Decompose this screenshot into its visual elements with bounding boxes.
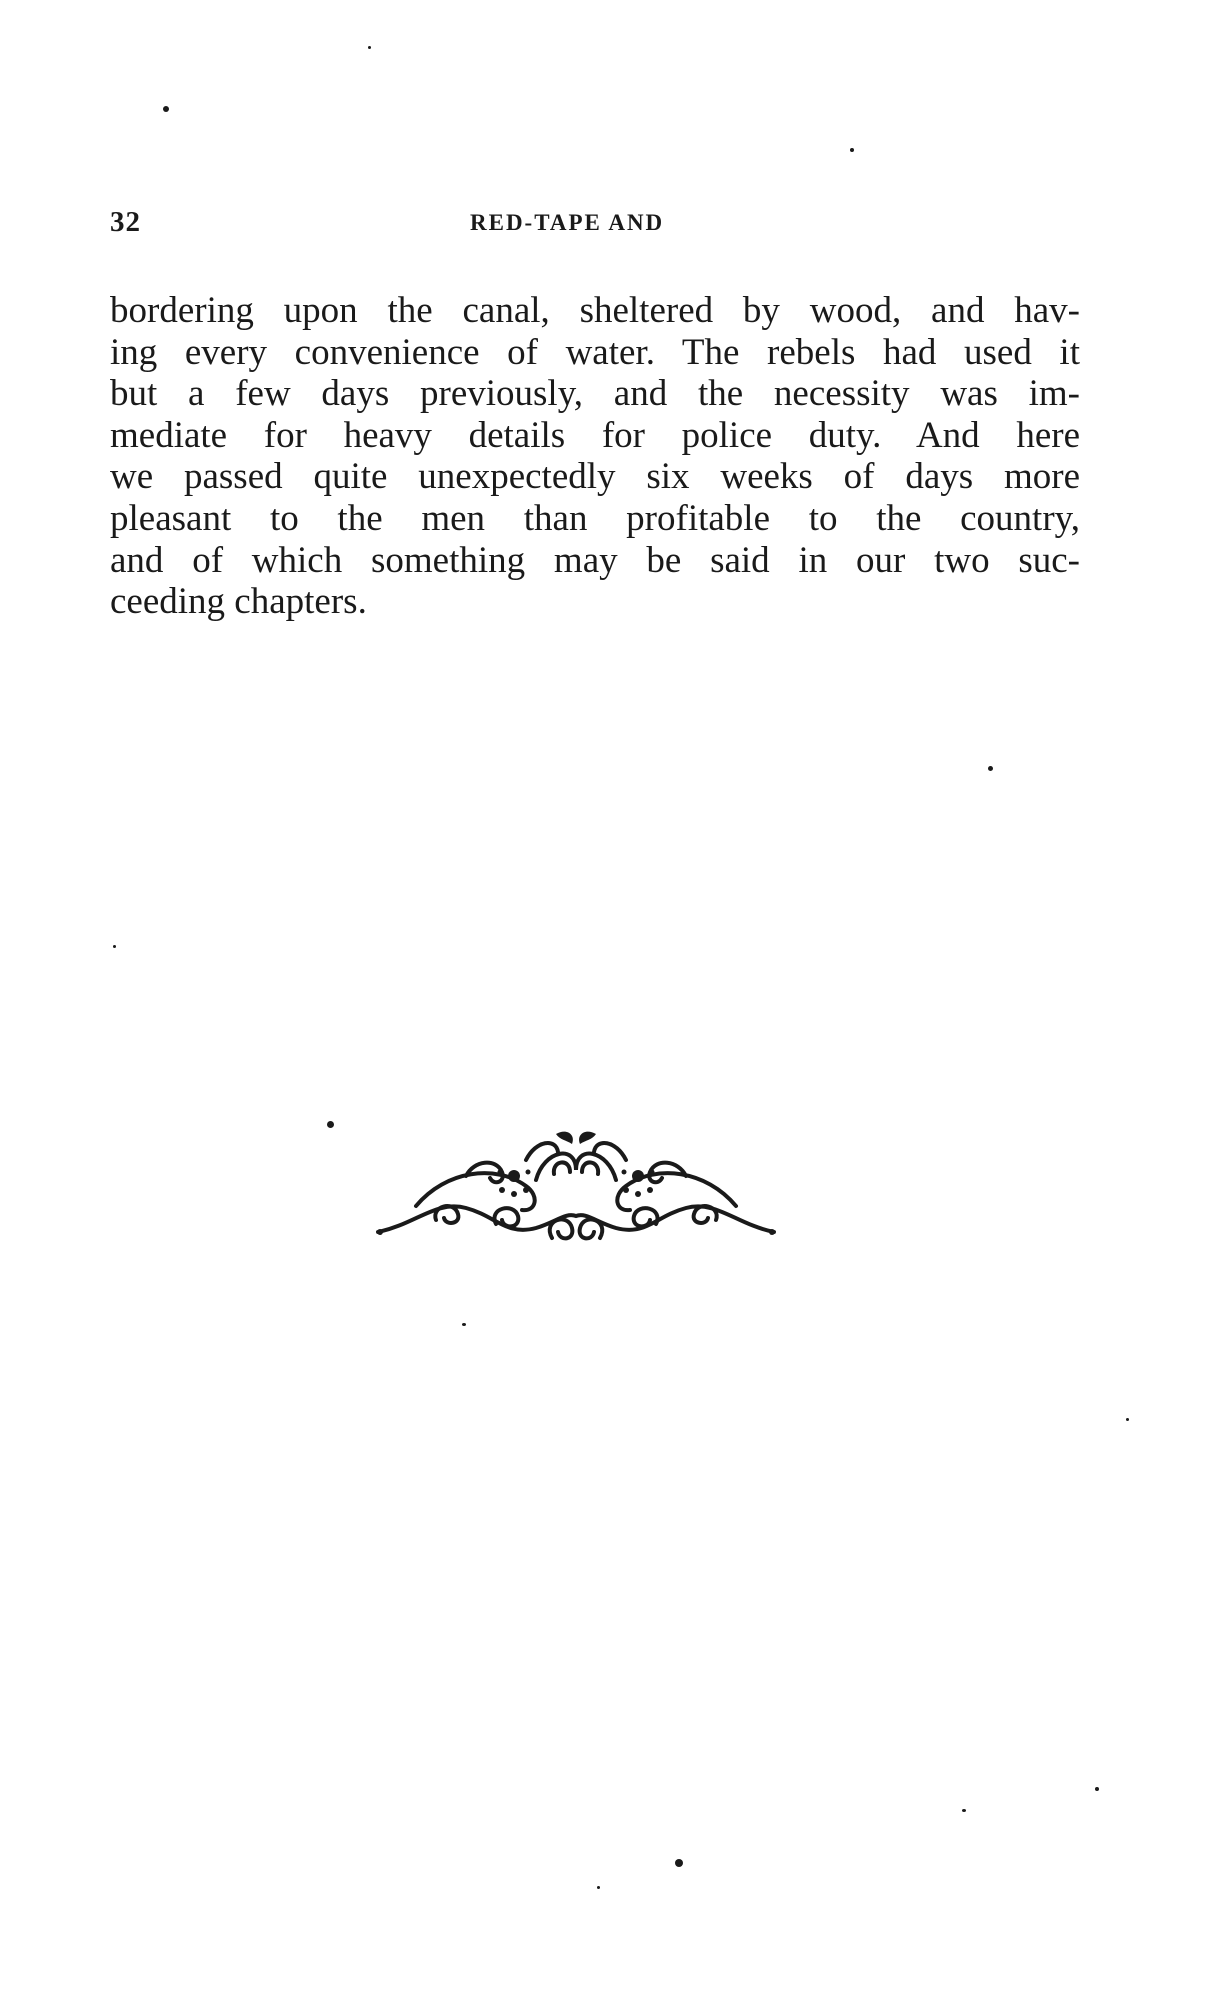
- ink-speck: [988, 766, 993, 771]
- ink-speck: [597, 1886, 600, 1889]
- ink-speck: [1095, 1787, 1099, 1791]
- floral-scroll-ornament-icon: [376, 1120, 776, 1260]
- body-paragraph: [110, 290, 1080, 623]
- ink-speck: [850, 148, 854, 152]
- ink-speck: [113, 945, 116, 948]
- ink-speck: [163, 106, 169, 112]
- ink-speck: [327, 1121, 334, 1128]
- text-line: ing every convenience of water. The rebels had used it: [110, 331, 1080, 373]
- ink-speck: [675, 1859, 683, 1867]
- ink-speck: [368, 46, 371, 49]
- text-line: bordering upon the canal, sheltered by wood, and hav-: [110, 290, 1080, 331]
- text-line: pleasant to the men than profitable to the country,: [110, 497, 1080, 539]
- ink-speck: [962, 1809, 966, 1812]
- running-title: RED-TAPE AND: [470, 210, 665, 235]
- text-line: and of which something may be said in our two suc-: [110, 539, 1080, 581]
- text-line: we passed quite unexpectedly six weeks of days more: [110, 456, 1080, 498]
- page-number: 32: [110, 206, 141, 238]
- ink-speck: [462, 1323, 466, 1326]
- ink-speck: [1126, 1418, 1129, 1421]
- text-line: but a few days previously, and the necessity was im-: [110, 373, 1080, 415]
- text-line: mediate for heavy details for police duty. And here: [110, 414, 1080, 456]
- text-line: ceeding chapters.: [110, 581, 367, 623]
